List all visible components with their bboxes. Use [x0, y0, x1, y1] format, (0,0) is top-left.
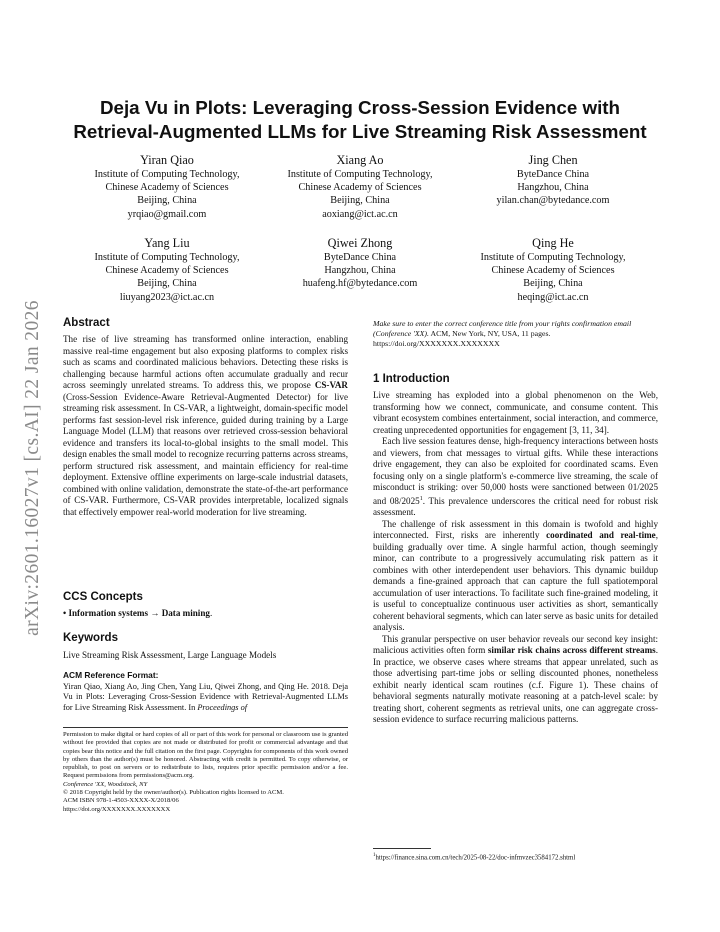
author-block: Yang Liu Institute of Computing Technology, Chinese Academy of Sciences Beijing, China liuyang2023@ict.ac.cn [94, 236, 240, 303]
footnote-divider [373, 848, 431, 849]
divider [63, 727, 348, 728]
author-block: Qing He Institute of Computing Technology, Chinese Academy of Sciences Beijing, China heqing@ict.ac.cn [480, 236, 626, 303]
author-block: Yiran Qiao Institute of Computing Technology, Chinese Academy of Sciences Beijing, China yrqiao@gmail.com [94, 153, 240, 220]
ccs-concepts: • Information systems → Data mining. [63, 608, 213, 618]
introduction-heading: 1 Introduction [373, 373, 450, 385]
abstract-heading: Abstract [63, 317, 110, 329]
paper-title: Deja Vu in Plots: Leveraging Cross-Session Evidence with Retrieval-Augmented LLMs for Live Streaming Risk Assessment [73, 97, 647, 142]
acm-reference: ACM Reference Format: Yiran Qiao, Xiang Ao, Jing Chen, Yang Liu, Qiwei Zhong, and Qing He. 2018. Deja Vu in Plots: Leveraging Cross-Session Evidence with Retrieval-Augmented LLMs for Live Streaming Risk Assessment. In Proceedings of [63, 670, 348, 712]
footnote: $^1$https://finance.sina.com.cn/tech/2025-08-22/doc-infmvzec3584172.shtml [373, 853, 576, 862]
arxiv-stamp: arXiv:2601.16027v1 [cs.AI] 22 Jan 2026 [22, 300, 43, 636]
keywords-heading: Keywords [63, 632, 118, 644]
ccs-heading: CCS Concepts [63, 591, 143, 603]
author-block: Xiang Ao Institute of Computing Technology, Chinese Academy of Sciences Beijing, China aoxiang@ict.ac.cn [287, 153, 433, 220]
introduction-body: Live streaming has exploded into a global phenomenon on the Web, transforming how we connect, communicate, and consume content. This vibrant ecosystem combines entertainment, social interaction, and commerce, creating unprecedented opportunities for engagement [3, 11, 34]. Each live session features dense, high-frequency interactions between hosts and viewers, from chat messages to virtual gifts. While these interactions drive engagement, they can also be exploited for coordinated scams. Even focusing only on a single platform's e-commerce live streaming, the scale of misconduct is striking: over 50,000 hosts were sanctioned between 01/2025 and 08/2025$^1$. This prevalence underscores the critical need for robust risk assessment. The challenge of risk assessment in this domain is twofold and highly interconnected. First, risks are inherently coordinated and real-time, building gradually over time. A single harmful action, though seemingly minor, can contribute to a progressively accumulating risk pattern as it combines with other interdependent user behaviors. This dynamic buildup demands a fine-grained approach that can capture the full spatiotemporal accumulation of user interactions. To facilitate such fine-grained modeling, it is useful to conceptualize continuous user activities as short, semantically coherent behavioral segments, which can later serve as basic units for detailed analysis. This granular perspective on user behavior reveals our second key insight: malicious activities often form similar risk chains across different streams. In practice, we observe cases where streams that appear unrelated, such as those advertising part-time jobs or selling discounted phones, nonetheless exhibit nearly identical scam routines (c.f. Figure 1). These chains of behavioral segments naturally motivate reasoning at a patch-level scale: by treating short, coherent segments as retrieval units, one can aggregate cross-session evidence to surface recurring malicious patterns. [373, 390, 658, 725]
permission-block: Permission to make digital or hard copies of all or part of this work for personal or classroom use is granted without fee provided that copies are not made or distributed for profit or commercial advantage and that copies bear this notice and the full citation on the first page. Copyrights for components of this work owned by others than the author(s) must be honored. Abstracting with credit is permitted. To copy otherwise, or republish, to post on servers or to redistribute to lists, requires prior specific permission and/or a fee. Request permissions from permissions@acm.org. Conference 'XX, Woodstock, NY © 2018 Copyright held by the owner/author(s). Publication rights licensed to ACM. ACM ISBN 978-1-4503-XXXX-X/2018/06 https://doi.org/XXXXXXX.XXXXXXX [63, 731, 348, 813]
abstract-body: The rise of live streaming has transformed online interaction, enabling massive real-time engagement but also exposing platforms to complex risks such as scams and coordinated malicious behaviors. Detecting these risks is challenging because harmful actions often accumulate gradually and recur across seemingly unrelated streams. To address this, we propose CS-VAR (Cross-Session Evidence-Aware Retrieval-Augmented Detector) for live streaming risk assessment. In CS-VAR, a lightweight, domain-specific model performs fast session-level risk inference, guided during training by a Large Language Model (LLM) that reasons over retrieved cross-session behavioral evidence and transfers its local-to-global insights to the small model. This design enables the small model to recognize recurring patterns across streams, perform structured risk assessment, and maintain efficiency for real-time deployment. Extensive offline experiments on large-scale industrial datasets, combined with online validation, demonstrate the state-of-the-art performance of CS-VAR. Furthermore, CS-VAR provides interpretable, localized signals that effectively empower real-world moderation for live streaming. [63, 334, 348, 517]
conference-note: Make sure to enter the correct conference title from your rights confirmation email (Conference 'XX). ACM, New York, NY, USA, 11 pages. https://doi.org/XXXXXXX.XXXXXXX [373, 319, 632, 349]
keywords-text: Live Streaming Risk Assessment, Large Language Models [63, 650, 277, 660]
author-block: Jing Chen ByteDance China Hangzhou, China yilan.chan@bytedance.com [496, 153, 610, 207]
author-block: Qiwei Zhong ByteDance China Hangzhou, China huafeng.hf@bytedance.com [302, 236, 418, 290]
